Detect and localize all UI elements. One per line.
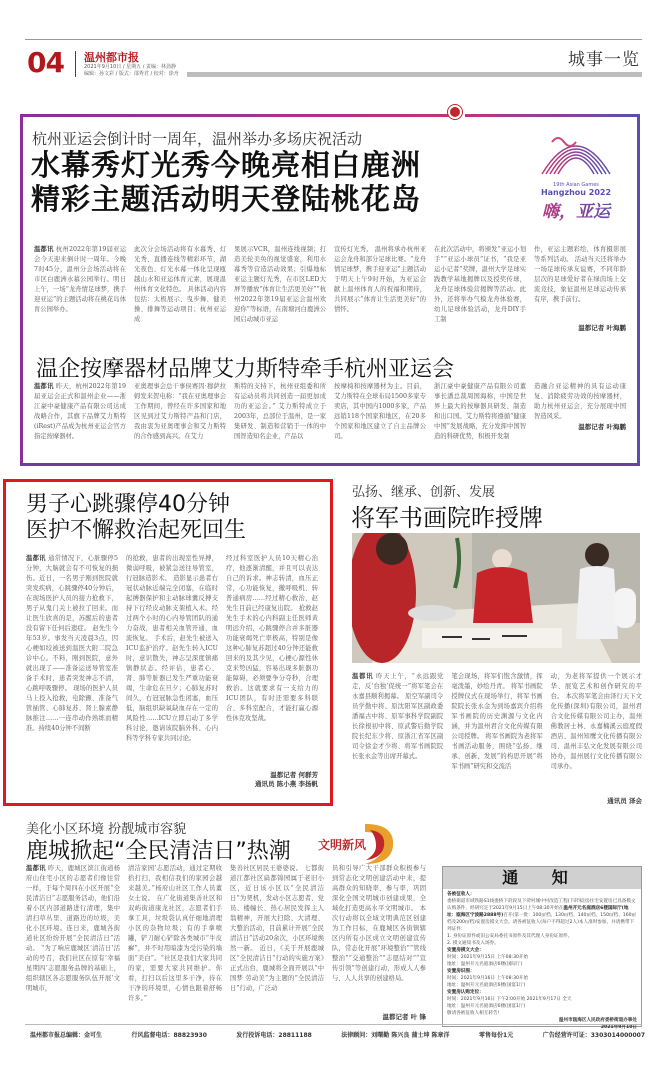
article5-kicker: 美化小区环境 扮靓城市容貌 <box>26 822 187 837</box>
article1-byline: 温都记者 叶海鹏 <box>578 324 626 332</box>
article5-byline: 温都记者 叶 锋 <box>382 1013 426 1021</box>
article5-col-1-text: 昨天，鹿城区滨江街道杨府山住宅小区的志愿者们像往常一样，于每个周四在小区开展“全民清洁日”志愿服务活动，他们沿着小区内部道路进行清理，集中清扫草丛里、道路边的垃圾，美化小区环境。连日来，鹿城各街道社区纷纷开展“全民清洁日”活动。 “为了响应鹿城区‘清洁日’活动的号召，我们社区在原有‘幸福星期四’志愿服务品牌的基础上，组织辖区各志愿服务队伍开展‘文明城市， <box>26 865 120 992</box>
article1-lead: 温都讯 <box>34 246 54 253</box>
notice-section-2-title: 安置房识图： <box>447 969 475 974</box>
article2-col-1-text: 昨天，杭州2022年第19届亚运会正式和温州企业——浙江豪中豪健康产品有限公司达成战略合作，其旗下品牌艾力斯特(iRest)产品成为杭州亚运会官方指定按摩器材。 <box>34 383 126 440</box>
article3-col-2: 的抢救，患者的出现室性异搏，微弱呼吸，被紧急送往导管室，行冠脉造影术。 造影显示患者右冠状动脉近端完全闭塞，在临时起搏器保护和主动脉球囊反搏支持下行经皮动脉支架植入术。经过两个小时的心内导管团队的通力奋战，患者相关血管开通，血流恢复。 手术后，赵先生被送入ICU监护治疗。赵先生转入ICU时，意识散失，神志呈深度镇痛镇静状态。经评估，患者心、肾、肺等脏器已发生严重功能衰竭，生命危在旦夕；心肺复苏时间久，右冠冠脉急性闭塞，血压低，脑组织缺氧缺血存在一定的风险性……ICU立即启动了多学科讨论，邀请该院脑外科、心内科等学科专家共同讨论。 <box>126 555 218 742</box>
footer-ad-license: 广告经营许可证：3303014000007 <box>542 1032 645 1039</box>
article1-col-6-wrap <box>534 245 626 345</box>
masthead-meta-line1: 2021年9月10日 / 星期五 / 责编：林劲静 <box>84 64 176 70</box>
article3-body <box>26 554 321 794</box>
article3-byline-1: 温都记者 何群芳 <box>270 771 318 779</box>
article4-col-1 <box>352 672 443 807</box>
notice-section-2-time: 时间：2021年9月16日 上午08:30开始 <box>447 976 529 981</box>
notice-salutation: 各被征收人： <box>447 892 475 897</box>
article2-col-5: 浙江豪中豪健康产品有限公司董事长潘总裁周国海称，中国是世界上最大的按摩器具研发、制造和出口国。艾力斯特将遵循“健康中国”发展战略，充分发挥中国智造的科研优势，积极开发制 <box>434 383 526 440</box>
article5-headline[interactable]: 鹿城掀起“全民清洁日”热潮 <box>26 839 291 864</box>
article1-body <box>34 245 630 345</box>
box-top-border-right <box>465 114 640 117</box>
notice-text-1: 娄桥街道市域铁路S1线娄桥下莳段及下莳村城中村改造工程(下莳家园)住宅安置房已具备模文认购条件，经研究定于2021年9月15日上午08:30开始在 <box>447 899 636 911</box>
article1-col-6: 作，亚运主题彩绘，体育摄影展等系列活动。 活动当天还将举办一场足球传承友谊赛，不同年龄层次的足球爱好者在绿茵场上交流竞技，象征温州足球运动传承有序，携手前行。 <box>534 246 626 303</box>
article3-headline-line2: 医护不懈救治起死回生 <box>26 518 247 543</box>
masthead-bar <box>187 72 642 77</box>
article1-col-3: 果展示VCR，温州连线视频；打造美轮美奂的视觉盛宴，利用水幕秀等营造活动效果；引爆地标亚运主题灯光秀，在市区LED大屏等播放“体育让生活更美好”“杭州2022年第19届亚运会温州欢迎你”等标语，在南塘河白鹿洲公园启动城市亚运 <box>234 246 326 323</box>
masthead-divider <box>75 51 76 77</box>
civilization-logo <box>310 816 400 866</box>
article4-headline[interactable]: 将军书画院昨授牌 <box>351 504 543 532</box>
civilization-logo-text: 文明新风 <box>318 838 367 852</box>
logo-cn: 嗨，亚运 <box>533 197 619 222</box>
notice-title: 通 知 <box>443 867 641 889</box>
article2-col-1 <box>34 382 126 454</box>
paper-name: 温州都市报 <box>84 51 139 64</box>
article5-col-1 <box>26 864 120 1024</box>
box-top-border-left <box>20 114 450 117</box>
notice-section-1-title: 安置房摸文大会： <box>447 948 484 953</box>
footer-complaint-phone: 发行投诉电话：28811188 <box>236 1032 312 1039</box>
article3-col-3-wrap <box>226 554 318 794</box>
notice-section-3-time: 时间：2021年9月16日 下午2:00开始 2021年9月17日 全天 <box>447 997 572 1002</box>
article3-headline[interactable] <box>26 492 246 544</box>
footer-legal-advisors: 法律顾问：刘曙勤 陈兴良 蒲士坤 陈章洋 <box>341 1032 450 1039</box>
notice-item-2: 2. 摸文通知书及入场券。 <box>447 941 499 946</box>
footer-price: 零售每份1元 <box>479 1032 514 1039</box>
article2-body <box>34 382 630 454</box>
notice-date: 2021年9月10日 <box>600 1025 637 1030</box>
article2-byline: 温都记者 叶海鹏 <box>578 423 626 431</box>
article4-col-3-wrap <box>551 672 642 807</box>
calligraphy-event-photo <box>352 533 640 663</box>
article5-col-3: 集善社区居民王婆婆说。 七都街道江都社区扁都锦园属于老旧小区，近日该小区以“全民清洁日”为契机，发动小区志愿者、党员、楼幢长、热心居民发挥主人翁精神，开展大扫除、大清理、大整治活动，目前累计开展“全民清洁日”活动20余次，小区环境焕然一新。 近日，《关于开展鹿城区“全民清洁日”行动的实施方案》正式出台，鹿城将全面开展以“中国梦 劳动美”为主题的“全民清洁日”行动，广泛动 <box>230 865 324 992</box>
notice-section-1-time: 时间：2021年9月15日 上午08:30开始 <box>447 955 529 960</box>
article1-col-5: 在此次活动中，将颁发“亚运小划手”“亚运小球员”证书，“我是亚运小记者”奖牌，温州大学足球实践教学基地揭牌以及授奖传球，龙舟足球体验营揭牌等活动。此外，还将举办气模龙舟体验赛，幼儿足球体验活动，龙舟DIY手工制 <box>434 246 526 323</box>
article2-headline[interactable]: 温企按摩器材品牌艾力斯特牵手杭州亚运会 <box>36 357 455 382</box>
logo-en-line2: Hangzhou 2022 <box>540 188 612 197</box>
notice-section-3-place: 地址：温州开元名庭酒店6楼(国宴1厅) <box>447 1004 526 1009</box>
notice-closing: 敬请各被征收人相互转告! <box>447 1011 500 1016</box>
article2-col-6-wrap <box>534 382 626 454</box>
article5-col-4: 员和引导广大干部群众积极参与到常态化文明创建活动中来，提高群众的知晓率、参与率，巩固深化全国文明城市创建成果，全域化打造更高水平文明城市。 本次行动将以全域文明典范区创建为工作目标，在鹿城区各街镇辖区内所有小区成立文明创建宣传队，常态化开展“环境整治”“管线整治”“交通整治”“志愿结对”“宣传引领”等创建行动，形成人人参与、人人共享的创建格局。 <box>332 865 426 982</box>
notice-body <box>443 889 641 1033</box>
masthead-rule <box>25 39 642 40</box>
article4-col-3: 动，为老将军提供一个展示才华、展览艺术和创作研究的平台。 本次将军笔会由泽行天下文化传播(深圳)有限公司，温州君合文化传媒有限公司主办，温州佛教居士林、永嘉楠溪云庭度假酒店、温州知鹰文化传播有限公司、温州丰弘文化发展有限公司协办，温州展行文化传播有限公司承办。 <box>550 673 642 770</box>
article4-body <box>352 672 642 807</box>
notice-paragraph <box>447 898 637 933</box>
notice-venue: 温州开元名庭酒店6楼国际厅(地址：瓯海区宁波路2888号) <box>447 906 629 918</box>
article4-kicker: 弘扬、继承、创新、发展 <box>352 485 496 500</box>
footer-rule <box>25 1024 642 1025</box>
article5-body <box>26 864 434 1024</box>
article1-headline-line2: 精彩主题活动明天登陆桃花岛 <box>31 182 422 216</box>
article1-headline-line1: 水幕秀灯光秀今晚亮相白鹿洲 <box>31 148 422 182</box>
article4-byline: 通讯员 泽会 <box>607 797 642 805</box>
article3-col-1 <box>26 554 118 794</box>
article3-col-3: 经过科室医护人员10天精心治疗，他逐渐清醒，并且可以表达自己的诉求。神志转清，血压正常，心功能恢复，撤呼吸机、转普通病房……经过精心救治，赵先生目前已经康复出院。 抢救赵先生手术的心内科副主任医师黄明远介绍，心跳骤停合并多脏器功能衰竭死亡率极高，特别是像这种心肺复苏超过40分钟还能救回来的及其少见，心梗心源性休克来势凶猛，容易出现多脏器功能障碍，必须要争分夺秒，合理救治。这就要求有一支给力的ICU团队，有时还需要多科联合、多科室配合，才能打赢心源性休克攻坚战。 <box>226 555 318 722</box>
notice-text-2: 召开(第一批：100㎡档、130㎡档、140㎡档、150㎡档、160㎡档及200㎡档)安置房摸文大会。请各被征收人(每户不得超过2人)本人准时参加，并请携带下列证件： <box>447 913 637 932</box>
masthead-meta-line2: 编辑：孙文彩 / 版式：邵秀君 / 校对：徐舟 <box>84 71 179 77</box>
article5-col-4-wrap <box>332 864 426 1024</box>
article2-lead: 温都讯 <box>34 383 54 390</box>
article5-lead: 温都讯 <box>26 865 46 872</box>
footer <box>30 1030 645 1039</box>
article1-col-1-text: 杭州2022年第19届亚运会今天迎来倒计时一周年。今晚7时45分，温州分会场活动将在市区白鹿洲水幕公园举行。明日上午，一场“龙舟情足球梦，携手迎亚运”的主题活动将在桃花岛体育公园举办。 <box>34 246 126 313</box>
photo-illustration-icon <box>352 533 640 663</box>
article2-col-3: 斯特的支持下，杭州亚组委和所有运动员将共同创造一届更加成功的亚运会。” 艾力斯特成立于2003年，总部位于温州，是一家集研发、制造和营销于一体的中国智造知名企业，产品以 <box>234 383 326 440</box>
article4-col-2: 笔会现场，将军们饱含激情，挥毫泼墨，妙绘丹青。 将军书画院授牌仪式在现场举行，将军书画院院长张永金为到场嘉宾介绍将军书画院的历史渊源与文化内涵，并为温州君合文化传媒有限公司授牌。 将军书画院为老将军书画活动服务，围绕“弘扬、继承、创新、发展”的构思开展“将军书画”研究和交流活 <box>451 673 543 770</box>
notice-signature: 温州市瓯海区人民政府娄桥街道办事处 <box>558 1018 637 1023</box>
article1-col-1 <box>34 245 126 345</box>
article3-byline-2: 通讯员 陈小燕 李扬帆 <box>254 780 318 788</box>
logo-en-line1: 19th Asian Games <box>553 182 599 188</box>
asian-games-logo <box>533 128 619 220</box>
article1-col-2: 此次分会场活动将有水幕秀、灯光秀、直播连线等精彩环节，湖光夜色、灯光水幕一体化呈现瓯越山水和亚运体育元素，展现温州体育文化特色。 具体活动内容包括：太极展示、曳步舞、健美操、排舞等运动项目；杭州亚运成 <box>134 246 226 323</box>
article2-col-2: 亚奥理事会总干事侯赛因·穆萨拉姆发来贺电称：“我在亚奥理事会工作期间，曾经在许多国家和地区见到过艾力斯特产品和门店，我由衷为亚奥理事会和艾力斯特的合作感到高兴。在艾力 <box>134 383 226 440</box>
footer-editor-in-chief: 温州都市报总编辑：金可生 <box>30 1032 103 1039</box>
article2-col-6: 造融合亚运精神的具有运动康复、消除疲劳功效的按摩器材，助力杭州亚运会，充分展现中国智造风采。 <box>534 383 626 420</box>
masthead-meta <box>84 64 179 78</box>
article1-kicker: 杭州亚运会倒计时一周年，温州举办多场庆祝活动 <box>32 130 363 148</box>
notice-section-2-place: 地址：温州开元名庭酒店6楼(国宴1厅) <box>447 983 526 988</box>
notice-item-1: 1. 身份证原件或旧公安局委托书原件及其代理人身份证原件。 <box>447 934 573 939</box>
footer-supervision-phone: 行风监督电话：88823930 <box>131 1032 207 1039</box>
asian-games-rings-icon <box>538 128 614 176</box>
notice-section-3-title: 安置房认购定位： <box>447 990 484 995</box>
public-notice <box>442 866 642 1030</box>
notice-section-1-place: 地址：温州开元名庭酒店6楼(国际厅) <box>447 962 523 967</box>
page-number: 04 <box>27 46 64 79</box>
article5-col-2: 清洁家园’志愿活动，通过定期收拾打扫，我相信我们的家园会越来越美。”杨府山社区工作人员董女士说。 在广化街道集善社区和双屿街道康龙社区，志愿者们手拿工具，垃圾袋认真仔细地清理小区的杂物垃圾；有的手拿喷罐，铲刀耐心铲除各类城市“牛皮癣”，并不时用暗漆为受污染的墙面“美白”。“社区是我们大家共同的家，需要大家共同维护。你看，打扫以后这里多干净，待在干净的环境里，心情也跟着舒畅许多。” <box>128 865 222 1002</box>
article3-headline-line1: 男子心跳骤停40分钟 <box>26 492 230 517</box>
article3-lead: 温都讯 <box>26 555 46 562</box>
section-title: 城事一览 <box>568 50 640 70</box>
article4-col-1-text: 昨天上午，“永远跟党走，反‘台独’促统一”将军笔会在永嘉县顺利揭幕。 原空军副司令员学勤中将、原沈阳军区副政委潘福古中将、原军事科学院副院长徐根初中将、原武警后勤学院院长纪东少将、原浙江省军区副司令徐金才少将、将军书画院院长张永金等出席开幕式。 <box>352 673 444 760</box>
article1-col-4: 宣传灯光秀。 温州将承办杭州亚运会龙舟和部分足球比赛。“龙舟情足球梦，携手迎亚运”主题活动于明天上午9时开始，为亚运会献上温州体育人的祝福和期待，共同展示“体育让生活更美好”的情怀。 <box>334 246 426 313</box>
sun-ornament-icon <box>450 107 460 117</box>
article1-headline[interactable] <box>31 148 421 216</box>
article4-lead: 温都讯 <box>352 673 374 680</box>
article2-col-4: 按摩椅和按摩器材为主。目前，艾力斯特在全球布局1500多家专卖店，其中国内1000多家，产品远销118个国家和地区，在20多个国家和地区建立了自主品牌公司。 <box>334 383 426 440</box>
article3-col-1-text: 通常情况下，心脏骤停5分钟，大脑就会有不可恢复的损伤。近日，一名男子刚到医院就突发疾病，心跳骤停40分钟后，在现场医护人员的接力抢救下，男子从鬼门关上被拉了回来。而让医生欣喜的是，苏醒后的患者没有留下任何后遗症。 赵先生今年53岁。事发当天凌晨3点，因心梗如绞被送到温医大附二院急诊中心。不料，刚到医院，意外就出现了——准备运送导管室准备手术时，患者突发神志不清，心跳呼吸骤停。 现场的医护人员马上投入抢救，电除颤、准备气管插管、心肺复苏、肾上腺素静脉推注……一连串动作熟练而精准。持续40分钟不间断 <box>26 555 118 732</box>
